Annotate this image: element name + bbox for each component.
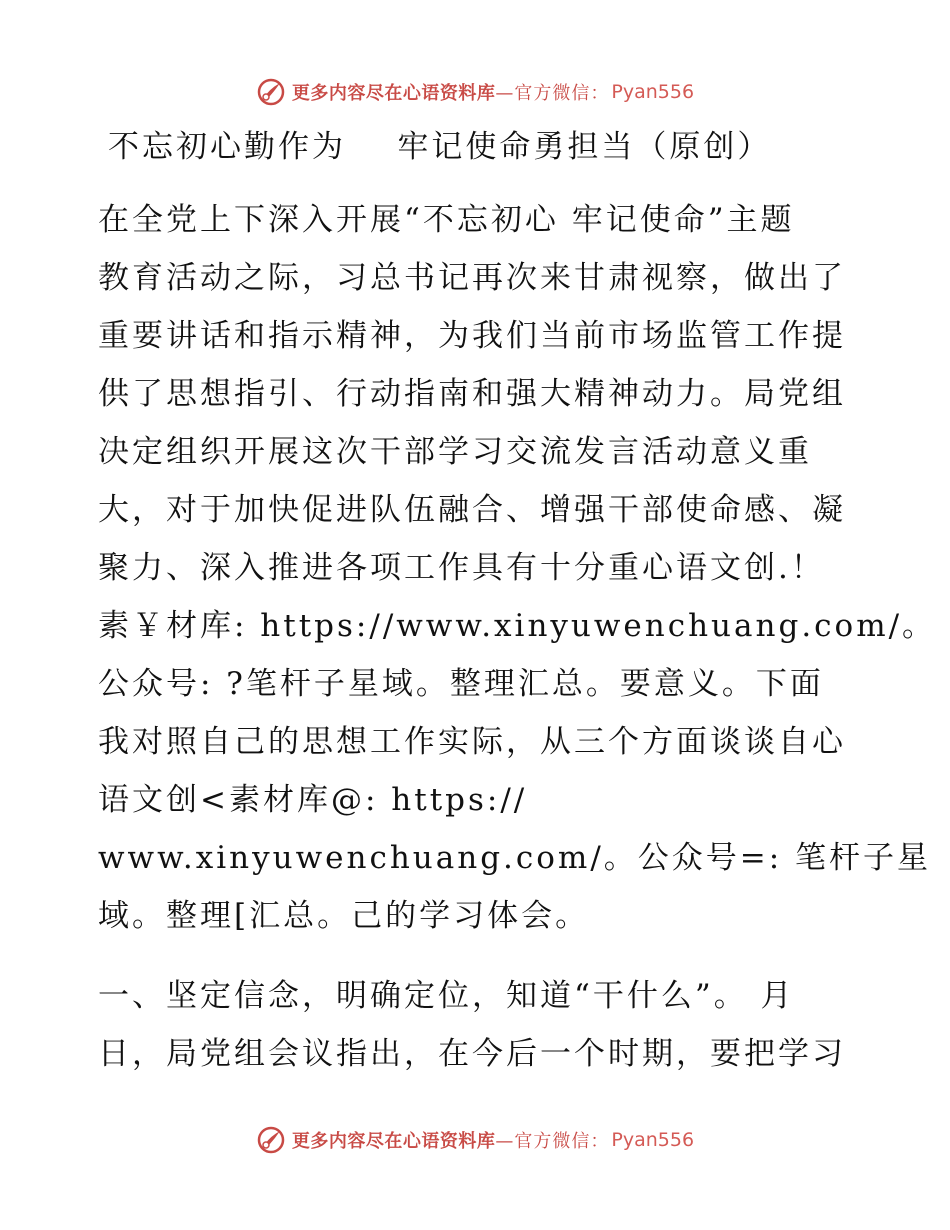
header-banner xyxy=(0,72,950,112)
paragraph-line: 域。整理[汇总。己的学习体会。 xyxy=(98,898,590,934)
paragraph-line: 教育活动之际，习总书记再次来甘肃视察，做出了 xyxy=(98,260,846,296)
paragraph-line: 重要讲话和指示精神，为我们当前市场监管工作提 xyxy=(98,318,846,354)
paragraph-2 xyxy=(98,967,858,1083)
paragraph-line: 一、坚定信念，明确定位，知道“干什么”。 月 xyxy=(98,978,795,1014)
paragraph-line: 在全党上下深入开展“不忘初心 牢记使命”主题 xyxy=(98,202,795,238)
paragraph-line: 我对照自己的思想工作实际，从三个方面谈谈自心 xyxy=(98,724,846,760)
paragraph-line: 素￥材库: https://www.xinyuwenchuang.com/。 xyxy=(98,608,937,644)
banner-brand-text: 更多内容尽在心语资料库 xyxy=(291,83,496,104)
brush-logo-icon xyxy=(256,77,286,107)
paragraph-line: 语文创<素材库@: https:// xyxy=(98,782,528,818)
paragraph-line: 公众号: ?笔杆子星域。整理汇总。要意义。下面 xyxy=(98,666,824,702)
banner-official-label: —官方微信： xyxy=(495,1131,610,1152)
brush-logo-icon xyxy=(256,1125,286,1155)
paragraph-line: 决定组织开展这次干部学习交流发言活动意义重 xyxy=(98,434,812,470)
banner-wechat-id: Pyan556 xyxy=(611,81,695,103)
banner-wechat-id: Pyan556 xyxy=(611,1129,695,1151)
banner-official-label: —官方微信： xyxy=(495,83,610,104)
paragraph-line: 聚力、深入推进各项工作具有十分重心语文创.！ xyxy=(98,550,825,586)
paragraph-line: 大，对于加快促进队伍融合、增强干部使命感、凝 xyxy=(98,492,846,528)
document-title: 不忘初心勤作为 牢记使命勇担当（原创） xyxy=(108,129,772,165)
paragraph-line: 供了思想指引、行动指南和强大精神动力。局党组 xyxy=(98,376,846,412)
banner-brand-text: 更多内容尽在心语资料库 xyxy=(291,1131,496,1152)
paragraph-line: www.xinyuwenchuang.com/。公众号=: 笔杆子星 xyxy=(98,840,932,876)
paragraph-1 xyxy=(98,191,937,945)
paragraph-line: 日，局党组会议指出，在今后一个时期，要把学习 xyxy=(98,1036,846,1072)
footer-banner xyxy=(0,1120,950,1160)
